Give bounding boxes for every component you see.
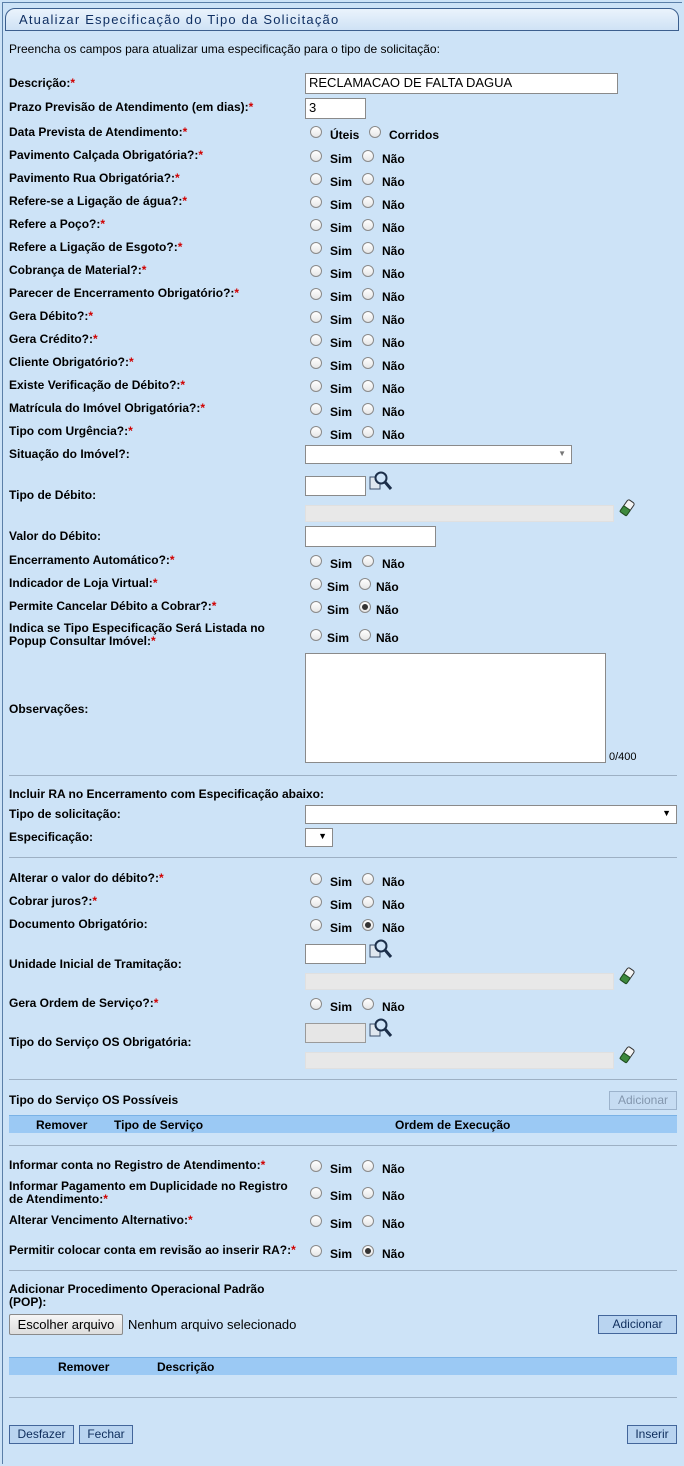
unidade-inicial-label-text: Unidade Inicial de Tramitação: [9, 957, 182, 971]
informar-conta-nao-label: Não [382, 1162, 405, 1176]
data-prevista-label [9, 126, 187, 139]
yn-row-13-nao-label: Não [382, 428, 405, 442]
informar-pagamento-label-2-text: de Atendimento: [9, 1192, 104, 1206]
column-descricao: Descrição [157, 1360, 215, 1374]
cobrar-juros-sim-radio[interactable] [310, 896, 322, 908]
pop-label-2-text: (POP): [9, 1295, 47, 1309]
divider-2 [9, 857, 677, 858]
uteis-radio[interactable] [310, 126, 322, 138]
chevron-down-icon: ▼ [662, 808, 671, 818]
yn-row-2-label-text: Pavimento Rua Obrigatória?: [9, 171, 176, 185]
unidade-inicial-search-icon[interactable] [369, 939, 393, 961]
popup-listada-nao-label: Não [376, 631, 399, 645]
yn-row-11-nao-radio[interactable] [362, 380, 374, 392]
prazo-input[interactable]: 3 [305, 98, 366, 119]
required-mark: * [175, 171, 180, 185]
yn-row-9-nao-radio[interactable] [362, 334, 374, 346]
cobrar-juros-nao-radio[interactable] [362, 896, 374, 908]
yn-row-3-nao-label: Não [382, 198, 405, 212]
tipo-debito-label [9, 489, 96, 502]
unidade-inicial-code-input[interactable] [305, 944, 366, 964]
yn-row-3-sim-radio[interactable] [310, 196, 322, 208]
yn-row-10-label-text: Cliente Obrigatório?: [9, 355, 129, 369]
required-mark: * [103, 1192, 108, 1206]
required-mark: * [141, 263, 147, 277]
yn-row-2-nao-radio[interactable] [362, 173, 374, 185]
yn-row-1-sim-radio[interactable] [310, 150, 322, 162]
tipo-servico-os-label [9, 1036, 191, 1049]
loja-virtual-label [9, 577, 157, 590]
informar-pagamento-label-2 [9, 1193, 108, 1206]
informar-pagamento-sim-label: Sim [330, 1189, 353, 1203]
yn-row-1-nao-radio[interactable] [362, 150, 374, 162]
incluir-ra-heading [9, 788, 324, 801]
chevron-down-icon: ▼ [558, 449, 566, 458]
form-header [5, 8, 679, 31]
informar-conta-sim-label: Sim [330, 1162, 353, 1176]
column-ordem-execucao: Ordem de Execução [395, 1118, 511, 1132]
yn-row-8-sim-radio[interactable] [310, 311, 322, 323]
tipo-debito-desc-field [305, 505, 614, 522]
alterar-valor-label-text: Alterar o valor do débito?: [9, 871, 160, 885]
yn-row-13-sim-label: Sim [330, 428, 353, 442]
yn-row-9-sim-radio[interactable] [310, 334, 322, 346]
required-mark: * [100, 217, 106, 231]
yn-row-12-label [9, 402, 205, 415]
yn-row-4-sim-radio[interactable] [310, 219, 322, 231]
tipo-debito-label-text: Tipo de Débito: [9, 488, 97, 502]
observacoes-label-text: Observações: [9, 702, 89, 716]
especificacao-select[interactable] [305, 828, 333, 847]
pop-table-header [9, 1357, 677, 1375]
required-mark: * [291, 1243, 296, 1257]
tipo-debito-search-icon[interactable] [369, 471, 393, 493]
yn-row-5-label-text: Refere a Ligação de Esgoto?: [9, 240, 178, 254]
yn-row-12-nao-radio[interactable] [362, 403, 374, 415]
observacoes-textarea[interactable] [305, 653, 606, 763]
choose-file-button[interactable]: Escolher arquivo [9, 1314, 123, 1335]
yn-row-10-nao-label: Não [382, 359, 405, 373]
unidade-inicial-clear-icon[interactable] [618, 967, 636, 985]
conta-revisao-nao-radio[interactable] [362, 1245, 374, 1257]
cancelar-debito-label-text: Permite Cancelar Débito a Cobrar?: [9, 599, 212, 613]
alterar-vencimento-nao-label: Não [382, 1217, 405, 1231]
alterar-valor-nao-label: Não [382, 875, 405, 889]
required-mark: * [187, 1213, 193, 1227]
especificacao-label-text: Especificação: [9, 830, 94, 844]
doc-obrigatorio-nao-radio[interactable] [362, 919, 374, 931]
valor-debito-label-text: Valor do Débito: [9, 529, 102, 543]
yn-row-6-sim-label: Sim [330, 267, 353, 281]
loja-virtual-label-text: Indicador de Loja Virtual: [9, 576, 153, 590]
yn-row-6-sim-radio[interactable] [310, 265, 322, 277]
yn-row-11-label-text: Existe Verificação de Débito?: [9, 378, 181, 392]
tipo-servico-os-clear-icon[interactable] [618, 1046, 636, 1064]
cobrar-juros-sim-label: Sim [330, 898, 353, 912]
valor-debito-label [9, 530, 101, 543]
intro-text: Preencha os campos para atualizar uma especificação para o tipo de solicitação: [9, 42, 440, 56]
cancelar-debito-sim-label: Sim [327, 603, 350, 617]
descricao-input[interactable]: RECLAMACAO DE FALTA DAGUA [305, 73, 618, 94]
yn-row-6-label [9, 264, 146, 277]
required-mark: * [200, 401, 206, 415]
yn-row-7-label-text: Parecer de Encerramento Obrigatório?: [9, 286, 235, 300]
yn-row-12-label-text: Matrícula do Imóvel Obrigatória?: [9, 401, 201, 415]
pop-label-2 [9, 1296, 46, 1309]
situacao-label-text: Situação do Imóvel?: [9, 447, 130, 461]
gera-os-nao-label: Não [382, 1000, 405, 1014]
informar-conta-label-text: Informar conta no Registro de Atendimento: [9, 1158, 261, 1172]
doc-obrigatorio-sim-radio[interactable] [310, 919, 322, 931]
yn-row-8-nao-radio[interactable] [362, 311, 374, 323]
yn-row-12-nao-label: Não [382, 405, 405, 419]
required-mark: * [198, 148, 204, 162]
doc-obrigatorio-nao-label: Não [382, 921, 405, 935]
loja-virtual-nao-radio[interactable] [359, 578, 371, 590]
required-mark: * [93, 332, 98, 346]
os-possiveis-table-header [9, 1115, 677, 1133]
os-possiveis-label [9, 1094, 178, 1107]
corridos-radio[interactable] [369, 126, 381, 138]
yn-row-7-nao-label: Não [382, 290, 405, 304]
required-mark: * [248, 100, 254, 114]
encerramento-auto-sim-radio[interactable] [310, 555, 322, 567]
inserir-button[interactable]: Inserir [627, 1425, 677, 1444]
cancelar-debito-sim-radio[interactable] [310, 601, 322, 613]
cobrar-juros-label-text: Cobrar juros?: [9, 894, 93, 908]
yn-row-6-label-text: Cobrança de Material?: [9, 263, 142, 277]
popup-listada-nao-radio[interactable] [359, 629, 371, 641]
yn-row-5-sim-radio[interactable] [310, 242, 322, 254]
encerramento-auto-nao-radio[interactable] [362, 555, 374, 567]
tipo-solicitacao-select[interactable] [305, 805, 677, 824]
yn-row-7-sim-radio[interactable] [310, 288, 322, 300]
descricao-label [9, 77, 75, 90]
popup-listada-sim-radio[interactable] [310, 629, 322, 641]
alterar-valor-nao-radio[interactable] [362, 873, 374, 885]
conta-revisao-label-text: Permitir colocar conta em revisão ao inserir RA?: [9, 1243, 292, 1257]
loja-virtual-nao-label: Não [376, 580, 399, 594]
yn-row-5-nao-radio[interactable] [362, 242, 374, 254]
unidade-inicial-desc-field [305, 973, 614, 990]
informar-conta-label [9, 1159, 265, 1172]
yn-row-4-nao-label: Não [382, 221, 405, 235]
yn-row-8-label-text: Gera Débito?: [9, 309, 89, 323]
yn-row-10-label [9, 356, 134, 369]
yn-row-4-label [9, 218, 105, 231]
yn-row-7-nao-radio[interactable] [362, 288, 374, 300]
yn-row-7-sim-label: Sim [330, 290, 353, 304]
gera-os-sim-radio[interactable] [310, 998, 322, 1010]
yn-row-13-sim-radio[interactable] [310, 426, 322, 438]
cobrar-juros-label [9, 895, 97, 908]
yn-row-1-sim-label: Sim [330, 152, 353, 166]
yn-row-8-label [9, 310, 93, 323]
popup-listada-label-1-text: Indica se Tipo Especificação Será Listada no [9, 621, 265, 635]
popup-listada-label-2-text: Popup Consultar Imóvel: [9, 634, 152, 648]
tipo-servico-os-desc-field [305, 1052, 614, 1069]
alterar-valor-sim-radio[interactable] [310, 873, 322, 885]
yn-row-11-nao-label: Não [382, 382, 405, 396]
yn-row-4-sim-label: Sim [330, 221, 353, 235]
column-tipo-servico: Tipo de Serviço [114, 1118, 204, 1132]
required-mark: * [211, 599, 217, 613]
encerramento-auto-nao-label: Não [382, 557, 405, 571]
yn-row-5-label [9, 241, 182, 254]
yn-row-1-nao-label: Não [382, 152, 405, 166]
yn-row-10-sim-label: Sim [330, 359, 353, 373]
yn-row-13-nao-radio[interactable] [362, 426, 374, 438]
cobrar-juros-nao-label: Não [382, 898, 405, 912]
column-remover: Remover [58, 1360, 110, 1374]
tipo-servico-os-search-icon[interactable] [369, 1018, 393, 1040]
tipo-solicitacao-label [9, 808, 121, 821]
alterar-vencimento-sim-label: Sim [330, 1217, 353, 1231]
data-prevista-label-text: Data Prevista de Atendimento: [9, 125, 183, 139]
gera-os-label [9, 997, 158, 1010]
chevron-down-icon: ▼ [318, 831, 327, 841]
prazo-label-text: Prazo Previsão de Atendimento (em dias): [9, 100, 249, 114]
prazo-label [9, 101, 253, 114]
yn-row-2-sim-radio[interactable] [310, 173, 322, 185]
divider-1 [9, 775, 677, 776]
cancelar-debito-nao-radio[interactable] [359, 601, 371, 613]
valor-debito-input[interactable] [305, 526, 436, 547]
alterar-valor-label [9, 872, 164, 885]
observacoes-counter: 0/400 [609, 751, 637, 763]
yn-row-7-label [9, 287, 239, 300]
conta-revisao-sim-radio[interactable] [310, 1245, 322, 1257]
required-mark: * [182, 125, 188, 139]
informar-pagamento-sim-radio[interactable] [310, 1187, 322, 1199]
yn-row-3-sim-label: Sim [330, 198, 353, 212]
required-mark: * [151, 634, 156, 648]
situacao-label [9, 448, 130, 461]
descricao-label-text: Descrição: [9, 76, 71, 90]
tipo-solicitacao-label-text: Tipo de solicitação: [9, 807, 121, 821]
tipo-servico-os-label-text: Tipo do Serviço OS Obrigatória: [9, 1035, 192, 1049]
divider-5 [9, 1270, 677, 1271]
divider-3 [9, 1079, 677, 1080]
gera-os-label-text: Gera Ordem de Serviço?: [9, 996, 154, 1010]
loja-virtual-sim-label: Sim [327, 580, 350, 594]
cancelar-debito-nao-label: Não [376, 603, 399, 617]
pop-add-button[interactable]: Adicionar [598, 1315, 677, 1334]
conta-revisao-nao-label: Não [382, 1247, 405, 1261]
yn-row-9-label [9, 333, 98, 346]
page-title: Atualizar Especificação do Tipo da Solicitação [19, 12, 340, 27]
required-mark: * [182, 194, 188, 208]
divider-4 [9, 1145, 677, 1146]
alterar-vencimento-label-text: Alterar Vencimento Alternativo: [9, 1213, 188, 1227]
required-mark: * [169, 553, 175, 567]
os-possiveis-label-text: Tipo do Serviço OS Possíveis [9, 1093, 179, 1107]
alterar-vencimento-sim-radio[interactable] [310, 1215, 322, 1227]
tipo-servico-os-code-input [305, 1023, 366, 1043]
yn-row-4-nao-radio[interactable] [362, 219, 374, 231]
yn-row-9-label-text: Gera Crédito?: [9, 332, 94, 346]
required-mark: * [159, 871, 164, 885]
uteis-label: Úteis [330, 128, 360, 142]
yn-row-2-sim-label: Sim [330, 175, 353, 189]
pop-label-1-text: Adicionar Procedimento Operacional Padrão [9, 1282, 265, 1296]
yn-row-11-sim-radio[interactable] [310, 380, 322, 392]
loja-virtual-sim-radio[interactable] [310, 578, 322, 590]
required-mark: * [260, 1158, 266, 1172]
yn-row-8-sim-label: Sim [330, 313, 353, 327]
required-mark: * [92, 894, 98, 908]
informar-conta-nao-radio[interactable] [362, 1160, 374, 1172]
yn-row-1-label [9, 149, 203, 162]
yn-row-13-label [9, 425, 133, 438]
informar-pagamento-nao-label: Não [382, 1189, 405, 1203]
yn-row-5-sim-label: Sim [330, 244, 353, 258]
yn-row-9-nao-label: Não [382, 336, 405, 350]
informar-conta-sim-radio[interactable] [310, 1160, 322, 1172]
yn-row-2-nao-label: Não [382, 175, 405, 189]
file-status-text: Nenhum arquivo selecionado [128, 1317, 297, 1332]
yn-row-2-label [9, 172, 180, 185]
yn-row-3-label-text: Refere-se a Ligação de água?: [9, 194, 183, 208]
required-mark: * [152, 576, 158, 590]
alterar-vencimento-label [9, 1214, 193, 1227]
informar-pagamento-nao-radio[interactable] [362, 1187, 374, 1199]
yn-row-8-nao-label: Não [382, 313, 405, 327]
required-mark: * [129, 355, 134, 369]
gera-os-nao-radio[interactable] [362, 998, 374, 1010]
doc-obrigatorio-label [9, 918, 148, 931]
yn-row-3-label [9, 195, 187, 208]
situacao-select[interactable] [305, 445, 572, 464]
yn-row-6-nao-radio[interactable] [362, 265, 374, 277]
yn-row-10-sim-radio[interactable] [310, 357, 322, 369]
especificacao-label [9, 831, 93, 844]
yn-row-12-sim-radio[interactable] [310, 403, 322, 415]
conta-revisao-label [9, 1244, 296, 1257]
required-mark: * [234, 286, 240, 300]
gera-os-sim-label: Sim [330, 1000, 353, 1014]
informar-pagamento-label-1-text: Informar Pagamento em Duplicidade no Registro [9, 1179, 288, 1193]
required-mark: * [88, 309, 94, 323]
os-possiveis-add-button: Adicionar [609, 1091, 677, 1110]
yn-row-10-nao-radio[interactable] [362, 357, 374, 369]
required-mark: * [177, 240, 183, 254]
alterar-valor-sim-label: Sim [330, 875, 353, 889]
yn-row-9-sim-label: Sim [330, 336, 353, 350]
column-remover: Remover [36, 1118, 88, 1132]
incluir-ra-heading-text: Incluir RA no Encerramento com Especificação abaixo: [9, 787, 324, 801]
encerramento-auto-label-text: Encerramento Automático?: [9, 553, 170, 567]
yn-row-1-label-text: Pavimento Calçada Obrigatória?: [9, 148, 199, 162]
yn-row-13-label-text: Tipo com Urgência?: [9, 424, 129, 438]
required-mark: * [70, 76, 76, 90]
yn-row-4-label-text: Refere a Poço?: [9, 217, 101, 231]
yn-row-5-nao-label: Não [382, 244, 405, 258]
conta-revisao-sim-label: Sim [330, 1247, 353, 1261]
yn-row-3-nao-radio[interactable] [362, 196, 374, 208]
popup-listada-sim-label: Sim [327, 631, 350, 645]
alterar-vencimento-nao-radio[interactable] [362, 1215, 374, 1227]
encerramento-auto-label [9, 554, 175, 567]
divider-6 [9, 1397, 677, 1398]
required-mark: * [153, 996, 159, 1010]
yn-row-11-label [9, 379, 185, 392]
required-mark: * [128, 424, 133, 438]
desfazer-button[interactable]: Desfazer [9, 1425, 74, 1444]
yn-row-12-sim-label: Sim [330, 405, 353, 419]
yn-row-11-sim-label: Sim [330, 382, 353, 396]
unidade-inicial-label [9, 958, 182, 971]
yn-row-6-nao-label: Não [382, 267, 405, 281]
pop-label-1 [9, 1283, 264, 1296]
cancelar-debito-label [9, 600, 216, 613]
popup-listada-label-2 [9, 635, 156, 648]
corridos-label: Corridos [389, 128, 440, 142]
tipo-debito-code-input[interactable] [305, 476, 366, 496]
doc-obrigatorio-label-text: Documento Obrigatório: [9, 917, 148, 931]
tipo-debito-clear-icon[interactable] [618, 499, 636, 517]
fechar-button[interactable]: Fechar [79, 1425, 133, 1444]
required-mark: * [180, 378, 186, 392]
encerramento-auto-sim-label: Sim [330, 557, 353, 571]
doc-obrigatorio-sim-label: Sim [330, 921, 353, 935]
observacoes-label [9, 703, 88, 716]
